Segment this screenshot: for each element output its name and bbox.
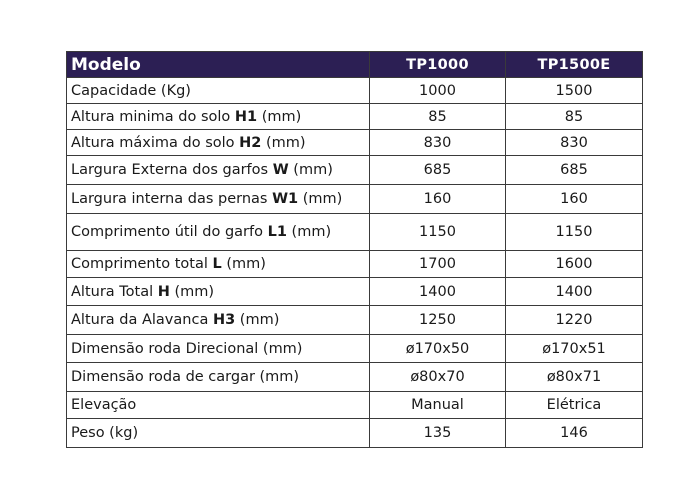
row-label: Largura interna das pernas W1 (mm) [67, 185, 370, 214]
dimension-code: L1 [267, 224, 287, 240]
table-row [67, 363, 643, 392]
row-label: Altura Total H (mm) [67, 278, 370, 306]
table-row [67, 306, 643, 335]
header-model-tp1500e: TP1500E [506, 52, 643, 78]
row-value-tp1500e: 1600 [506, 251, 643, 278]
row-value-tp1500e: 146 [506, 419, 643, 448]
row-label: Comprimento total L (mm) [67, 251, 370, 278]
row-value-tp1000: 1400 [370, 278, 506, 306]
row-value-tp1000: ø170x50 [370, 335, 506, 363]
row-label: Peso (kg) [67, 419, 370, 448]
dimension-code: H2 [239, 134, 262, 151]
row-value-tp1500e: 160 [506, 185, 643, 214]
row-value-tp1000: 1700 [370, 251, 506, 278]
dimension-code: H1 [234, 108, 258, 125]
table-row [67, 419, 643, 448]
row-value-tp1500e: 1500 [506, 78, 643, 104]
row-value-tp1500e: 1150 [506, 214, 643, 251]
table-row [67, 278, 643, 306]
spec-table-body [67, 78, 643, 448]
row-label: Capacidade (Kg) [67, 78, 370, 104]
table-row [67, 104, 643, 130]
row-label: Dimensão roda Direcional (mm) [67, 335, 370, 363]
header-model-tp1000: TP1000 [370, 52, 506, 78]
row-label: Altura máxima do solo H2 (mm) [67, 130, 370, 156]
row-value-tp1500e: 830 [506, 130, 643, 156]
table-row [67, 130, 643, 156]
row-value-tp1000: ø80x70 [370, 363, 506, 392]
row-value-tp1000: 160 [370, 185, 506, 214]
dimension-code: W [272, 162, 289, 178]
row-value-tp1000: 1000 [370, 78, 506, 104]
row-label: Altura da Alavanca H3 (mm) [67, 306, 370, 335]
row-value-tp1000: 1250 [370, 306, 506, 335]
row-value-tp1500e: Elétrica [506, 392, 643, 419]
row-value-tp1000: 685 [370, 156, 506, 185]
table-row [67, 251, 643, 278]
row-value-tp1500e: 85 [506, 104, 643, 130]
row-value-tp1500e: 1220 [506, 306, 643, 335]
row-value-tp1000: 135 [370, 419, 506, 448]
table-row [67, 214, 643, 251]
dimension-code: H [157, 283, 170, 300]
dimension-code: L [212, 256, 222, 272]
spec-table-header [67, 52, 643, 78]
row-label: Altura minima do solo H1 (mm) [67, 104, 370, 130]
spec-table [66, 51, 643, 448]
row-value-tp1500e: ø170x51 [506, 335, 643, 363]
row-value-tp1000: 1150 [370, 214, 506, 251]
row-label: Elevação [67, 392, 370, 419]
row-value-tp1500e: 685 [506, 156, 643, 185]
row-value-tp1000: 830 [370, 130, 506, 156]
row-value-tp1500e: ø80x71 [506, 363, 643, 392]
header-row [67, 52, 643, 78]
row-value-tp1000: 85 [370, 104, 506, 130]
header-model-label: Modelo [67, 52, 370, 78]
dimension-code: H3 [212, 312, 236, 328]
table-row [67, 78, 643, 104]
table-row [67, 156, 643, 185]
row-value-tp1000: Manual [370, 392, 506, 419]
row-label: Dimensão roda de cargar (mm) [67, 363, 370, 392]
dimension-code: W1 [272, 191, 299, 207]
row-value-tp1500e: 1400 [506, 278, 643, 306]
table-row [67, 392, 643, 419]
table-row [67, 335, 643, 363]
table-row [67, 185, 643, 214]
row-label: Largura Externa dos garfos W (mm) [67, 156, 370, 185]
row-label: Comprimento útil do garfo L1 (mm) [67, 214, 370, 251]
